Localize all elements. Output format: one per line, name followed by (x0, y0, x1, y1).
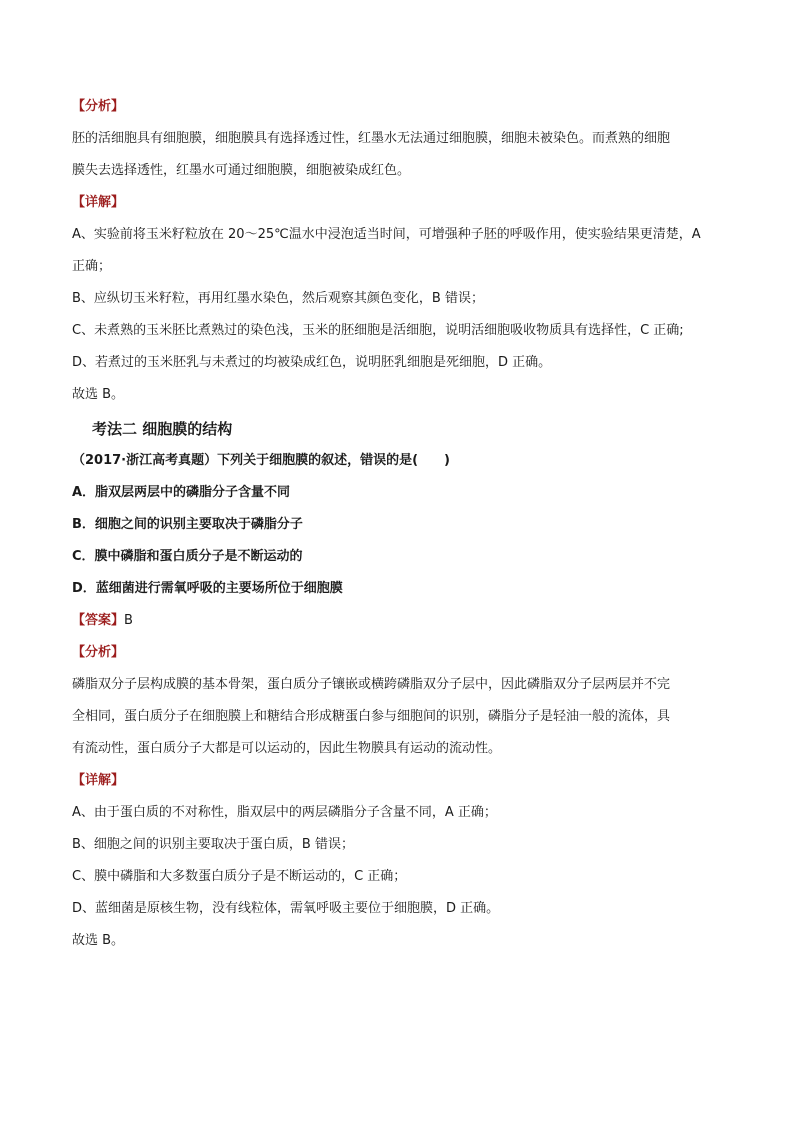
detail-line: A、实验前将玉米籽粒放在 20～25℃温水中浸泡适当时间，可增强种子胚的呼吸作用，使实验结果更清楚，A (72, 227, 701, 242)
question-stem: （2017·浙江高考真题）下列关于细胞膜的叙述，错误的是( ) (72, 453, 451, 468)
analysis-line: 全相同，蛋白质分子在细胞膜上和糖结合形成糖蛋白参与细胞间的识别，磷脂分子是轻油一般的流体，具 (72, 709, 671, 724)
answer-tag: 【答案】 (72, 613, 125, 628)
block1-analysis (72, 98, 732, 180)
detail-line: C、膜中磷脂和大多数蛋白质分子是不断运动的，C 正确； (72, 869, 407, 884)
detail-tag: 【详解】 (72, 773, 125, 788)
conclusion-line: 故选 B。 (72, 933, 125, 948)
detail-line: A、由于蛋白质的不对称性，脂双层中的两层磷脂分子含量不同，A 正确； (72, 805, 497, 820)
analysis-tag: 【分析】 (72, 645, 125, 660)
option-d: D．蓝细菌进行需氧呼吸的主要场所位于细胞膜 (72, 581, 343, 596)
block2-detail (72, 772, 732, 950)
analysis-line: 磷脂双分子层构成膜的基本骨架，蛋白质分子镶嵌或横跨磷脂双分子层中，因此磷脂双分子层两层并不完 (72, 677, 671, 692)
answer-value: B (124, 613, 133, 628)
detail-line: D、若煮过的玉米胚乳与未煮过的均被染成红色，说明胚乳细胞是死细胞，D 正确。 (72, 355, 552, 370)
answer-line (72, 612, 732, 630)
analysis-tag: 【分析】 (72, 99, 125, 114)
section-title: 考法二 细胞膜的结构 (92, 420, 233, 438)
detail-line: 正确； (72, 259, 112, 274)
detail-tag: 【详解】 (72, 195, 125, 210)
conclusion-line: 故选 B。 (72, 387, 125, 402)
detail-line: B、细胞之间的识别主要取决于蛋白质，B 错误； (72, 837, 354, 852)
option-b: B．细胞之间的识别主要取决于磷脂分子 (72, 517, 303, 532)
option-c: C．膜中磷脂和蛋白质分子是不断运动的 (72, 549, 303, 564)
analysis-line: 膜失去选择透性，红墨水可通过细胞膜，细胞被染成红色。 (72, 163, 411, 178)
block1-detail (72, 194, 732, 404)
detail-line: D、蓝细菌是原核生物，没有线粒体，需氧呼吸主要位于细胞膜，D 正确。 (72, 901, 500, 916)
analysis-line: 胚的活细胞具有细胞膜，细胞膜具有选择透过性，红墨水无法通过细胞膜，细胞未被染色。而煮熟的细胞 (72, 131, 671, 146)
question-block (72, 452, 732, 630)
block2-analysis (72, 644, 732, 758)
option-a: A．脂双层两层中的磷脂分子含量不同 (72, 485, 291, 500)
detail-line: B、应纵切玉米籽粒，再用红墨水染色，然后观察其颜色变化，B 错误； (72, 291, 484, 306)
analysis-line: 有流动性，蛋白质分子大都是可以运动的，因此生物膜具有运动的流动性。 (72, 741, 502, 756)
detail-line: C、未煮熟的玉米胚比煮熟过的染色浅，玉米的胚细胞是活细胞，说明活细胞吸收物质具有选择性，C 正确; (72, 323, 684, 338)
document-page (72, 98, 732, 964)
